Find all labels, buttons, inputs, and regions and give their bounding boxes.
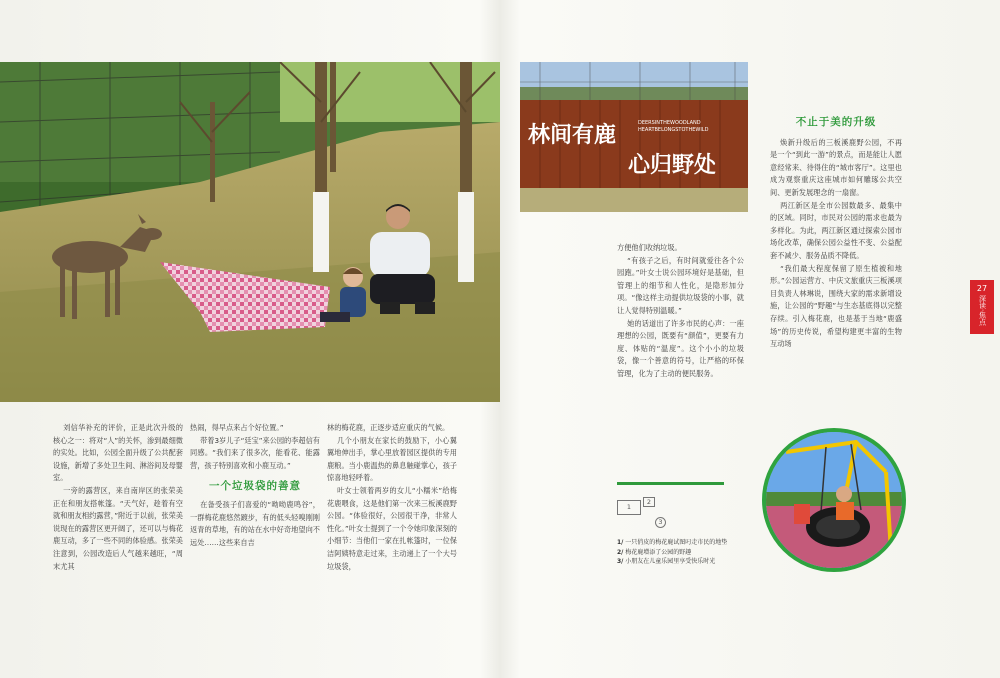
page-number-right: 27 xyxy=(976,284,988,293)
paragraph: “我们最大程度保留了原生植被和地形。”公园运营方、中庆文旅重庆三板溪项目负责人林琳说，围绕大家的需求新增设施，让公园的“野趣”与生态基底得以完整存续。引入梅花鹿，也是基于当地“鹿盛场”的历史传说，希望构建更丰富的生物互动场 xyxy=(770,263,902,349)
paragraph: 刘信华补充的评价，正是此次升级的核心之一：将对“人”的关怀，渗到最细微的实处。比如，公园全面升级了公共配套设施，新增了多处卫生间、淋浴间及母婴室。 xyxy=(53,423,183,483)
paragraph: 方便他们收纳垃圾。 xyxy=(617,243,682,252)
caption-divider xyxy=(617,482,724,485)
deer-picnic-photo xyxy=(0,62,500,402)
figure-number-2: 2 xyxy=(643,497,655,507)
photo-captions xyxy=(617,538,767,567)
paragraph: 带着3岁儿子“廷宝”来公园的李超信有同感。“我们来了很多次，能看花、能露营，孩子特别喜欢和小鹿互动。” xyxy=(190,435,320,470)
page-tab-right xyxy=(970,280,994,334)
caption-item: 2/ 梅花鹿增添了公园的野趣 xyxy=(617,548,692,556)
figure-number-3: 3 xyxy=(655,517,666,528)
paragraph: 在备受孩子们喜爱的“呦呦鹿鸣谷”，一群梅花鹿悠然踱步，有的低头轻嗅刚刚返青的草地，有的站在水中好奇地望向不远处……这些来自吉 xyxy=(190,499,320,547)
sign-text-2: 心归野处 xyxy=(628,153,717,178)
paragraph: 几个小朋友在家长的鼓励下，小心翼翼地伸出手，掌心里放着园区提供的专用鹿粮。当小鹿温热的鼻息触碰掌心，孩子惊喜地轻呼着。 xyxy=(327,435,457,483)
text-column-2 xyxy=(190,422,320,549)
sign-text-1: 林间有鹿 xyxy=(528,123,617,148)
paragraph: 两江新区是全市公园数最多、最集中的区域。同时，市民对公园的需求也最为多样化。为此，两江新区通过探索公园市场化改革，确保公园公益性不变、公益配套不减少、服务品质不降低。 xyxy=(770,200,902,260)
paragraph: 她的话道出了许多市民的心声：一座理想的公园，既要有“颜值”，更要有力度、体贴的“温度”。这个小小的垃圾袋，像一个善意的符号，让严格的环保管理，化为了主动的便民服务。 xyxy=(617,318,744,378)
text-column-4 xyxy=(617,242,744,381)
paragraph: 热闹，得早点来占个好位置。” xyxy=(190,423,284,432)
paragraph: 一旁的露营区，来自南岸区的张荣美正在和朋友搭帐篷。“天气好，趁着有空就和朋友相约露营，”附近于以前，张荣美说现在的露营区更开阔了，还可以与梅花鹿互动，多了一些不同的体验感。张荣美注意到，公园改造后人气越来越旺，“周末尤其 xyxy=(53,485,183,571)
text-column-5 xyxy=(770,116,902,351)
sign-eng-1: DEERSINTHEWOODLAND xyxy=(638,120,701,126)
section-heading-garbage-bag: 一个垃圾袋的善意 xyxy=(209,480,301,493)
caption-item: 3/ 小朋友在儿童乐园里享受快乐时光 xyxy=(617,558,716,565)
section-label-right: 深读·焦点 xyxy=(978,295,987,326)
paragraph: 焕新升级后的三板溪鹿野公园，不再是一个“到此一游”的景点，而是能让人愿意经常来、待得住的“城市客厅”。这里也成为观察重庆这座城市如何雕琢公共空间、更新发展理念的一扇窗。 xyxy=(770,137,902,197)
paragraph: 林的梅花鹿，正逐步适应重庆的气候。 xyxy=(327,423,450,432)
figure-number-1: 1 xyxy=(617,500,641,515)
park-sign-photo xyxy=(520,62,748,212)
paragraph: 叶女士领着两岁的女儿“小糯米”给梅花鹿喂食，这是他们第一次来三板溪鹿野公园。“体验很好，公园很干净，非常人性化。”叶女士提到了一个令她印象深刻的小细节：当他们一家在扎帐篷时，一位保洁阿姨特意走过来，主动递上了一个大号垃圾袋， xyxy=(327,485,457,571)
text-column-1 xyxy=(53,422,183,573)
section-heading-upgrade: 不止于美的升级 xyxy=(795,116,877,128)
paragraph: “有孩子之后，有时间就爱往各个公园跑。”叶女士说公园环境好是基础，但管理上的细节和人性化，是隐形加分项。“像这样主动提供垃圾袋的小事，就让人觉得特别温暖。” xyxy=(617,255,744,315)
text-column-3 xyxy=(327,422,457,573)
sign-eng-2: HEARTBELONGSTOTHEWILD xyxy=(638,127,709,133)
playground-photo xyxy=(762,428,906,572)
caption-item: 1/ 一只俏皮的梅花鹿试图叼走市民的地垫 xyxy=(617,539,728,546)
